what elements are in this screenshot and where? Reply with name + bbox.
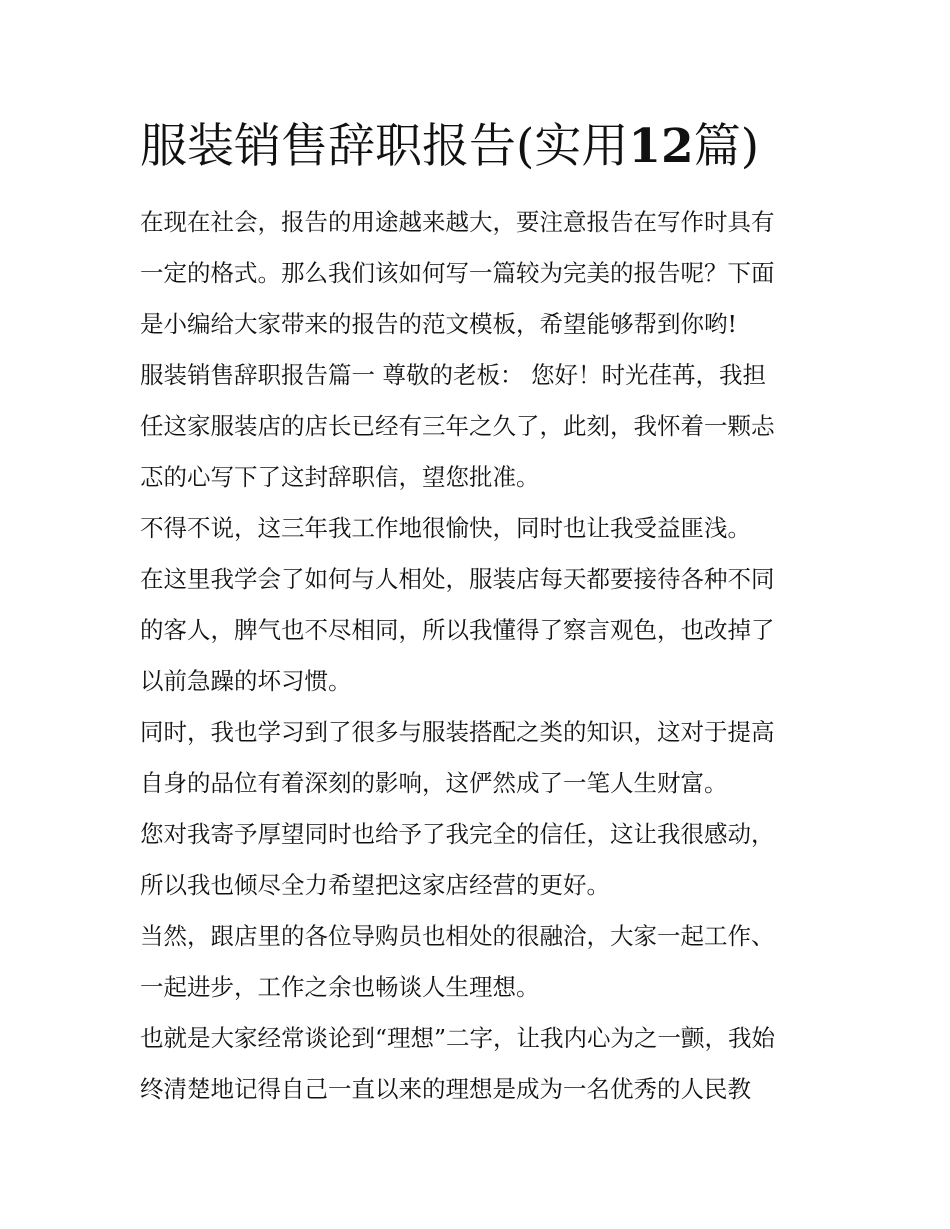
paragraph-gratitude <box>140 503 820 554</box>
title-prefix: 服装销售辞职报告(实用 <box>140 119 629 174</box>
title-number: 12 <box>628 119 694 174</box>
paragraph-line: 忑的心写下了这封辞职信，望您批准。 <box>140 463 540 491</box>
paragraph-line: 同时，我也学习到了很多与服装搭配之类的知识，这对于提高 <box>140 718 775 746</box>
paragraph-line: 当然，跟店里的各位导购员也相处的很融洽，大家一起工作、 <box>140 922 775 950</box>
paragraph-line: 所以我也倾尽全力希望把这家店经营的更好。 <box>140 871 610 899</box>
paragraph-line: 一定的格式。那么我们该如何写一篇较为完美的报告呢？下面 <box>140 259 775 287</box>
paragraph-line: 服装销售辞职报告篇一 尊敬的老板： 您好！时光荏苒，我担 <box>140 361 766 389</box>
paragraph-line: 是小编给大家带来的报告的范文模板，希望能够帮到你哟! <box>140 310 737 338</box>
paragraph-line: 任这家服装店的店长已经有三年之久了，此刻，我怀着一颗忐 <box>140 412 775 440</box>
paragraph-ideal <box>140 1013 820 1115</box>
document-body <box>140 197 820 1115</box>
paragraph-line: 自身的品位有着深刻的影响，这俨然成了一笔人生财富。 <box>140 769 728 797</box>
paragraph-line: 以前急躁的坏习惯。 <box>140 667 352 695</box>
title-suffix: 篇) <box>693 119 760 174</box>
paragraph-line: 在这里我学会了如何与人相处，服装店每天都要接待各种不同 <box>140 565 775 593</box>
document-title <box>140 112 840 182</box>
paragraph-intro <box>140 197 820 350</box>
paragraph-line: 终清楚地记得自己一直以来的理想是成为一名优秀的人民教 <box>140 1075 751 1103</box>
paragraph-knowledge <box>140 707 820 809</box>
paragraph-line: 不得不说，这三年我工作地很愉快，同时也让我受益匪浅。 <box>140 514 751 542</box>
paragraph-trust <box>140 809 820 911</box>
paragraph-line: 一起进步，工作之余也畅谈人生理想。 <box>140 973 540 1001</box>
paragraph-letter-opening <box>140 350 820 503</box>
paragraph-line: 的客人，脾气也不尽相同，所以我懂得了察言观色，也改掉了 <box>140 616 775 644</box>
paragraph-line: 在现在社会，报告的用途越来越大，要注意报告在写作时具有 <box>140 208 775 236</box>
paragraph-line: 也就是大家经常谈论到“理想”二字，让我内心为之一颤，我始 <box>140 1024 776 1052</box>
paragraph-learning <box>140 554 820 707</box>
paragraph-line: 您对我寄予厚望同时也给予了我完全的信任，这让我很感动， <box>140 820 775 848</box>
paragraph-colleagues <box>140 911 820 1013</box>
